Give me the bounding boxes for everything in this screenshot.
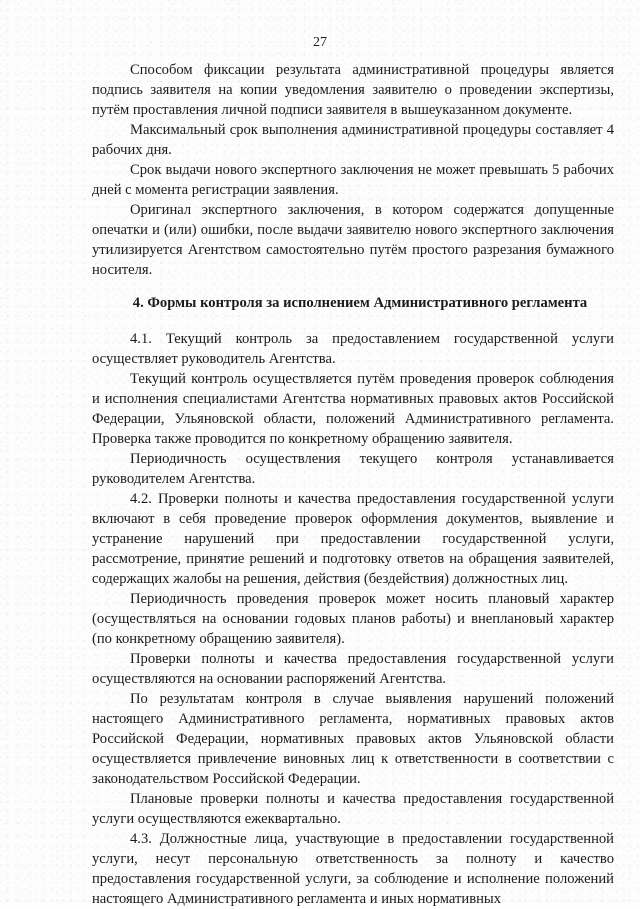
paragraph: Текущий контроль осуществляется путём проведения проверок соблюдения и исполнения специалистами Агентства нормативных правовых актов Российской Федерации, Ульяновской области, положений Административного регламента. Проверка также проводится по конкретному обращению заявителя. bbox=[92, 371, 614, 447]
paragraph: По результатам контроля в случае выявления нарушений положений настоящего Административного регламента, нормативных правовых актов Российской Федерации, нормативных правовых актов Ульяновской области осуществляется привлечение виновных лиц к ответственности в соответствии с законодательством Российской Федерации. bbox=[92, 691, 614, 787]
paragraph: 4.3. Должностные лица, участвующие в предоставлении государственной услуги, несут персональную ответственность за полноту и качество предоставления государственной услуги, за соблюдение и исполнение положений настоящего Административного регламента и иных нормативных bbox=[92, 831, 614, 907]
page-number: 27 bbox=[313, 35, 327, 50]
section-heading: 4. Формы контроля за исполнением Административного регламента bbox=[132, 295, 588, 311]
paragraph: Периодичность проведения проверок может носить плановый характер (осуществляться на основании годовых планов работы) и внеплановый характер (по конкретному обращению заявителя). bbox=[92, 591, 614, 647]
paragraph: Максимальный срок выполнения административной процедуры составляет 4 рабочих дня. bbox=[92, 122, 614, 158]
paragraph: Плановые проверки полноты и качества предоставления государственной услуги осуществляются ежеквартально. bbox=[92, 791, 614, 827]
paragraph: Оригинал экспертного заключения, в котором содержатся допущенные опечатки и (или) ошибки, после выдачи заявителю нового экспертного заключения утилизируется Агентством самостоятельно путём простого разрезания бумажного носителя. bbox=[92, 202, 614, 278]
paragraph: Периодичность осуществления текущего контроля устанавливается руководителем Агентства. bbox=[92, 451, 614, 487]
document-body bbox=[92, 60, 614, 909]
paragraph: 4.2. Проверки полноты и качества предоставления государственной услуги включают в себя проведение проверок оформления документов, выявление и устранение нарушений при предоставлении государственной услуги, рассмотрение, принятие решений и подготовку ответов на обращения заявителей, содержащих жалобы на решения, действия (бездействия) должностных лиц. bbox=[92, 491, 614, 587]
paragraph: Срок выдачи нового экспертного заключения не может превышать 5 рабочих дней с момента регистрации заявления. bbox=[92, 162, 614, 198]
paragraph: Проверки полноты и качества предоставления государственной услуги осуществляются на основании распоряжений Агентства. bbox=[92, 651, 614, 687]
paragraph: Способом фиксации результата административной процедуры является подпись заявителя на копии уведомления заявителю о проведении экспертизы, путём проставления личной подписи заявителя в вышеуказанном документе. bbox=[92, 62, 614, 118]
paragraph: 4.1. Текущий контроль за предоставлением государственной услуги осуществляет руководитель Агентства. bbox=[92, 331, 614, 367]
